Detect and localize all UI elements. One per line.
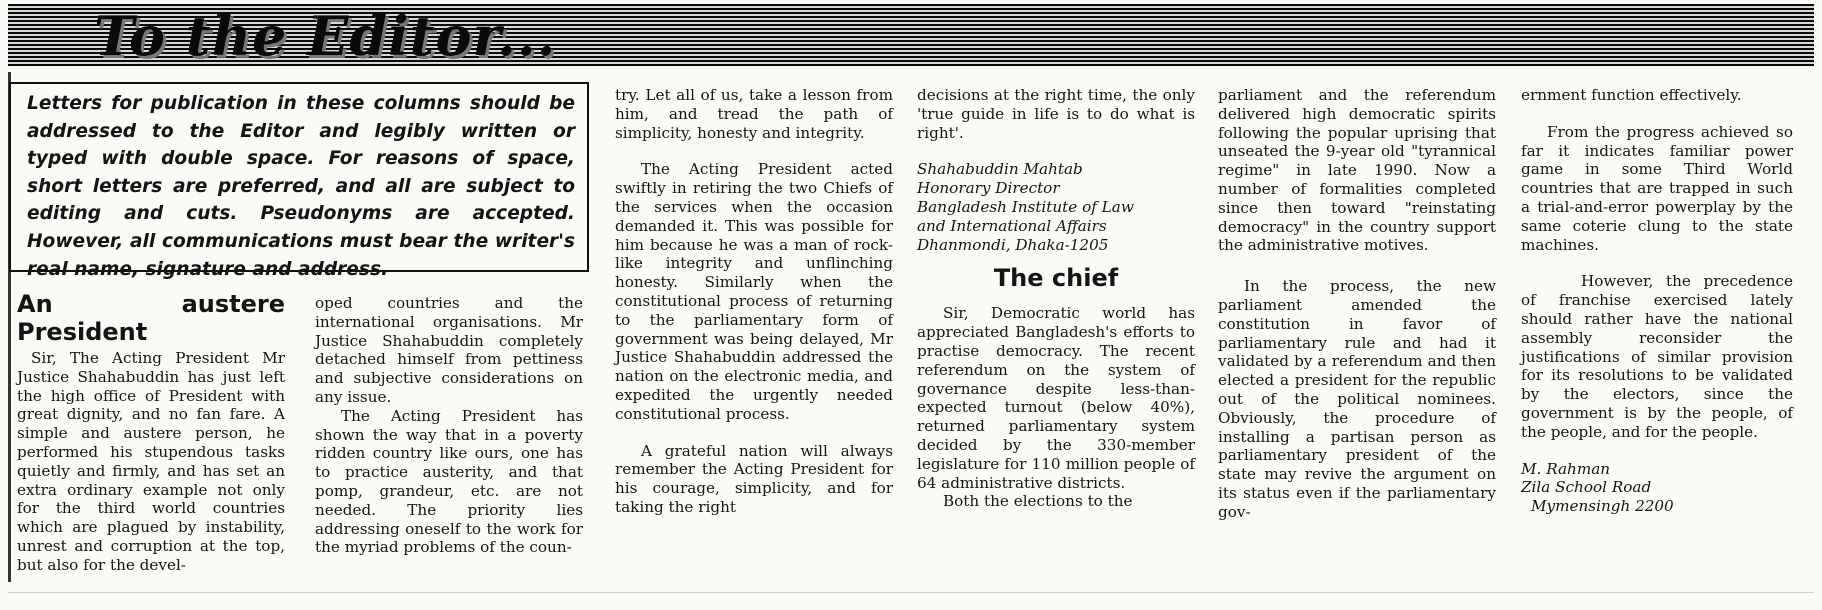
signature-address: Dhanmondi, Dhaka-1205 [917, 235, 1109, 254]
column-1 [17, 290, 285, 575]
letter2-paragraph-1: Sir, Democratic world has appreciated Bangladesh's efforts to practise democracy. The recent referendum on the system of governance despite less-than-expected turnout (below 40%), returned parliamentary system decided by the 330-member legislature for 110 million people of 64 administrative districts. [917, 304, 1195, 492]
column-4 [917, 86, 1195, 511]
headline-austere-president: An austere President [17, 290, 285, 346]
section-title: To the Editor... [94, 4, 557, 66]
letter1-paragraph-1-continued: oped countries and the international organisations. Mr Justice Shahabuddin completely detached himself from pettiness and subjective considerations on any issue. [315, 294, 583, 406]
letter2-paragraph-3: In the process, the new parliament amended the constitution in favor of parliamentary rule and had it validated by a referendum and then elected a president for the republic out of the political nominees. Obviously, the procedure of installing a partisan person as parliamentary president of the state may revive the argument on its status even if the parliamentary gov- [1218, 277, 1496, 521]
letter2-paragraph-2: Both the elections to the [943, 492, 1133, 511]
signature-name: Shahabuddin Mahtab [917, 160, 1083, 179]
signature-name: M. Rahman [1521, 459, 1611, 478]
signature-title: Honorary Director [917, 179, 1060, 198]
bottom-edge [8, 592, 1814, 593]
signature-address: Zila School Road [1521, 478, 1652, 497]
letter2-paragraph-2-continued: parliament and the referendum delivered high democratic spirits following the popular uprising that unseated the 9-year old "tyrannical regime" in late 1990. Now a number of formalities completed since then toward "reinstating democracy" in the country support the administrative motives. [1218, 86, 1496, 255]
column-5 [1218, 86, 1496, 522]
letter2-paragraph-4: From the progress achieved so far it indicates familiar power game in some Third World countries that are trapped in such a trial-and-error powerplay by the same coterie clung to the state machines. [1521, 122, 1793, 254]
editor-notice-box: Letters for publication in these columns should be addressed to the Editor and legibly written or typed with double space. For reasons of space, short letters are preferred, and all are subject to editing and cuts. Pseudonyms are accepted. However, all communications must bear the writer's real name, signature and address. [9, 82, 589, 272]
letter1-paragraph-2: The Acting President has shown the way that in a poverty ridden country like ours, one has to practice austerity, and that pomp, grandeur, etc. are not needed. The priority lies addressing oneself to the work for the myriad problems of the coun- [315, 406, 583, 557]
letter2-paragraph-3-continued: ernment function effectively. [1521, 86, 1742, 104]
letter1-signature [917, 160, 1195, 254]
signature-city: Mymensingh 2200 [1531, 497, 1674, 516]
column-2 [315, 294, 583, 557]
letter1-paragraph-2-continued: try. Let all of us, take a lesson from him, and tread the path of simplicity, honesty and integrity. [615, 86, 893, 142]
letter2-signature [1521, 460, 1793, 516]
letter2-paragraph-5: However, the precedence of franchise exercised lately should rather have the national assembly reconsider the justifications of similar provision for its resolutions to be validated by the electors, since the government is by the people, of the people, and for the people. [1521, 272, 1793, 441]
column-3 [615, 86, 893, 517]
headline-the-chief: The chief [993, 264, 1119, 293]
letter1-paragraph-4-continued: decisions at the right time, the only 'true guide in life is to do what is right'. [917, 86, 1195, 142]
letter1-paragraph-4: A grateful nation will always remember the Acting President for his courage, simplicity, and for taking the right [615, 441, 893, 516]
signature-organisation-2: and International Affairs [917, 216, 1107, 235]
letter1-paragraph-1: Sir, The Acting President Mr Justice Shahabuddin has just left the high office of President with great dignity, and no fan fare. A simple and austere person, he performed his stupendous tasks quietly and firmly, and has set an extra ordinary example not only for the third world countries which are plagued by instability, unrest and corruption at the top, but also for the devel- [17, 349, 285, 574]
letter1-paragraph-3: The Acting President acted swiftly in retiring the two Chiefs of the services when the occasion demanded it. This was possible for him because he was a man of rock-like integrity and unflinching honesty. Similarly when the constitutional process of returning to the parliamentary form of government was being delayed, Mr Justice Shahabuddin addressed the nation on the electronic media, and expedited the urgently needed constitutional process. [615, 160, 893, 423]
signature-organisation: Bangladesh Institute of Law [917, 197, 1134, 216]
column-6 [1521, 86, 1793, 516]
section-banner [8, 4, 1814, 66]
